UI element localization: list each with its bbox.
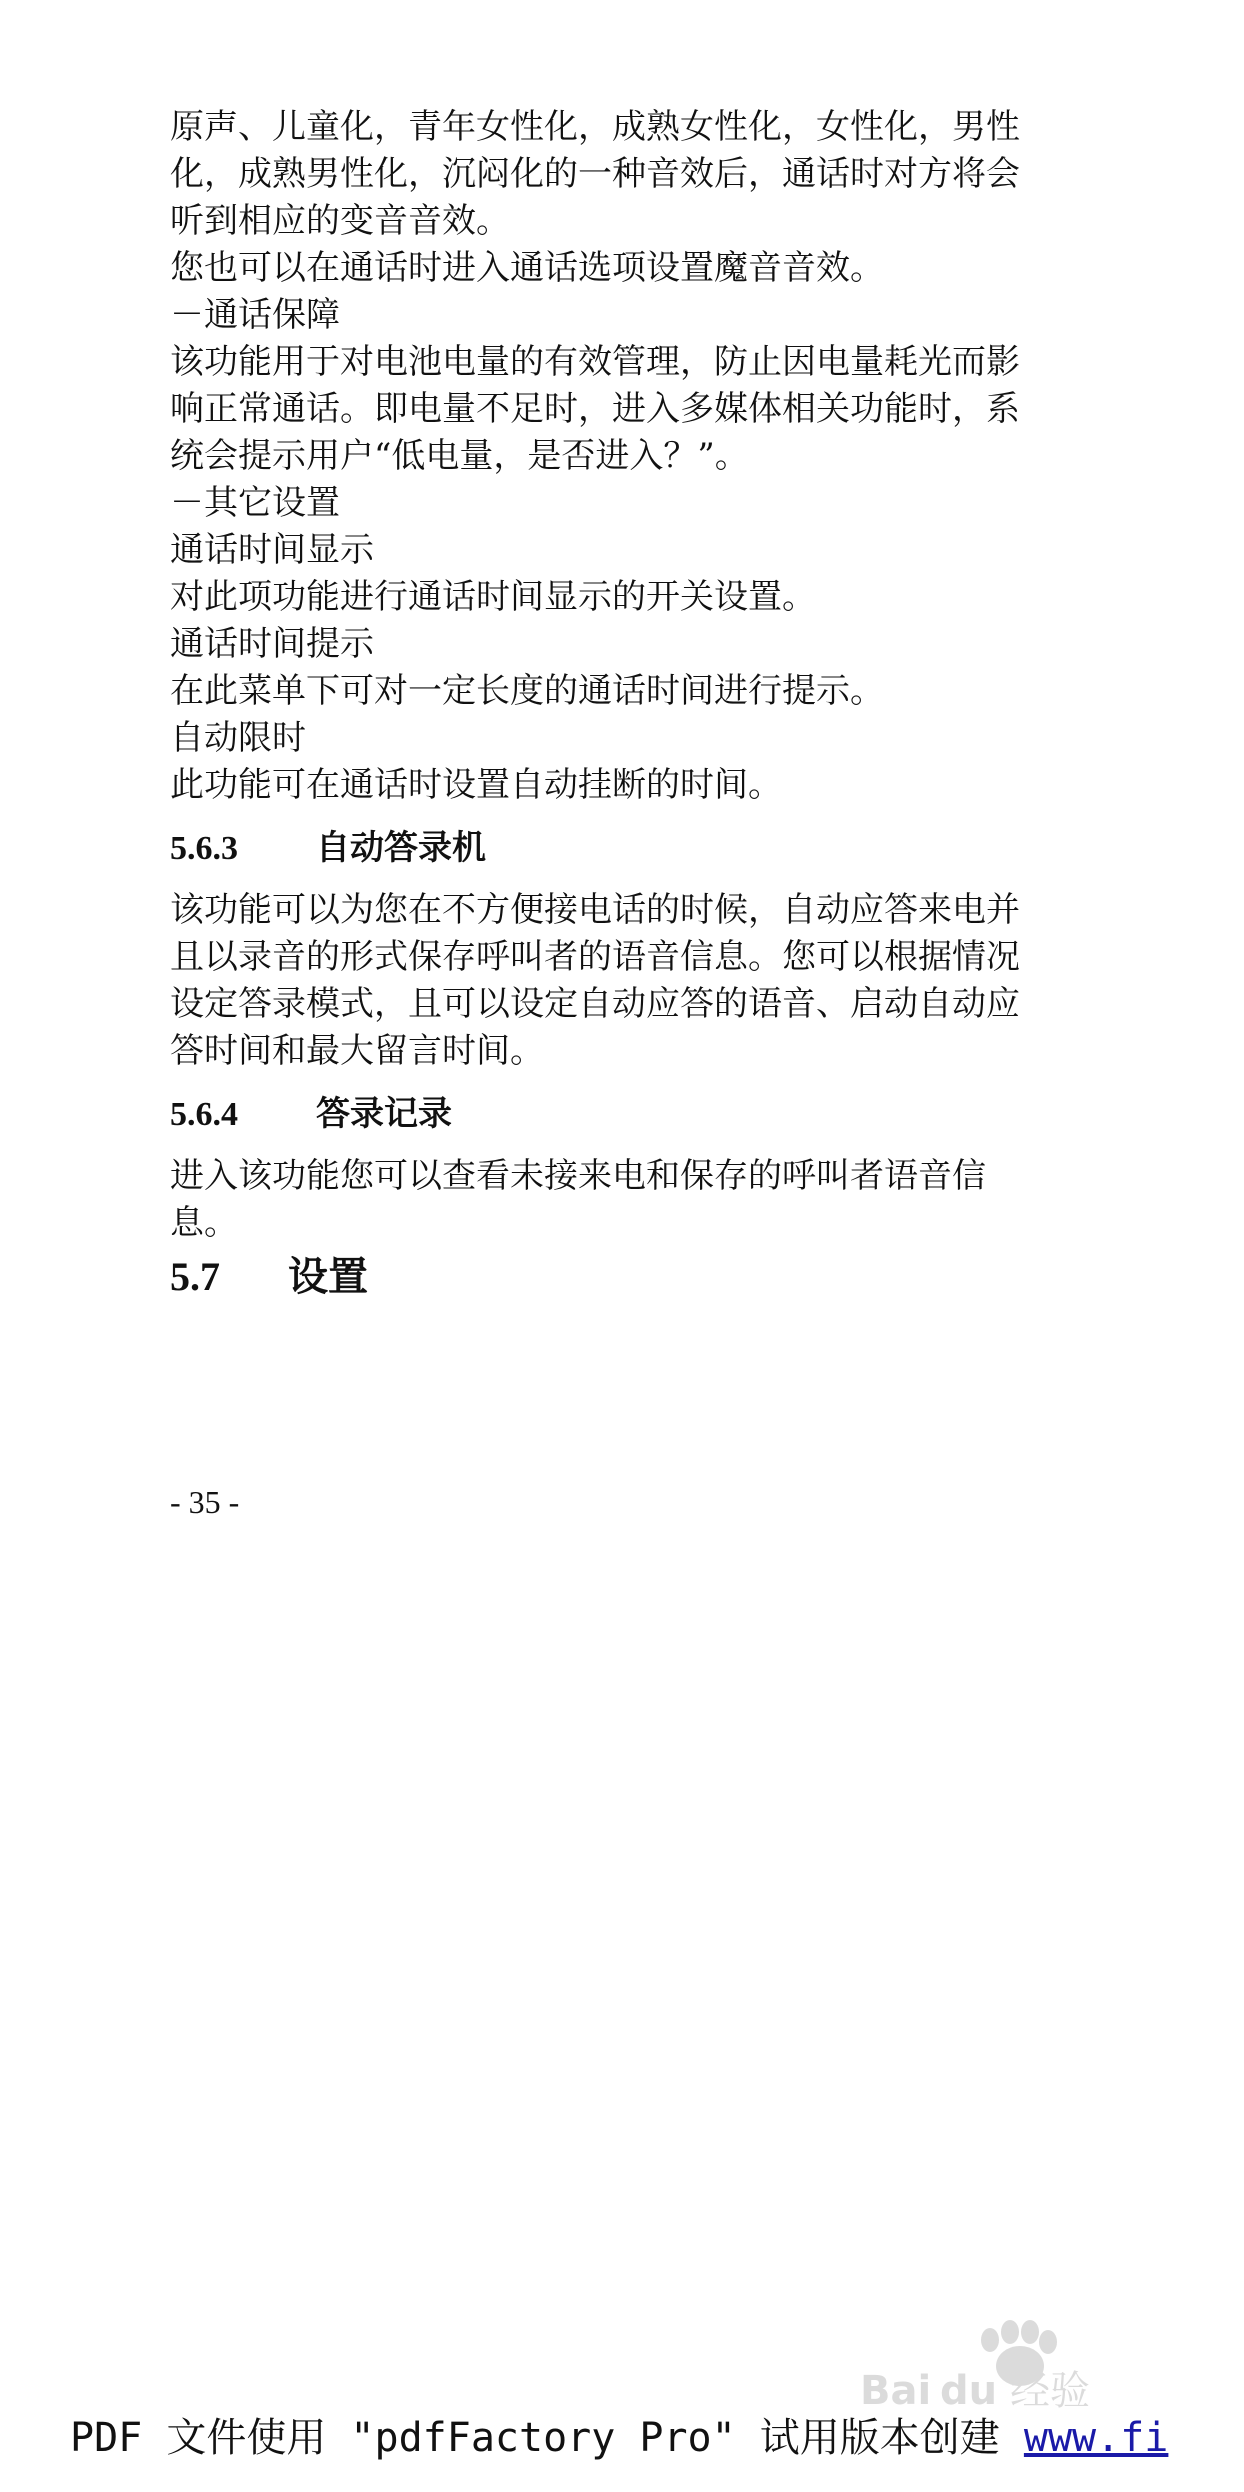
text-line: 息。 — [170, 1203, 238, 1243]
text-line: 您也可以在通话时进入通话选项设置魔音音效。 — [170, 248, 884, 288]
section-heading-5-6-3 — [170, 825, 1090, 873]
paragraph-block-b — [170, 887, 1090, 1075]
section-heading-5-7 — [170, 1253, 1090, 1301]
text-line: －通话保障 — [170, 295, 340, 335]
section-title: 答录记录 — [316, 1096, 452, 1133]
text-line: 进入该功能您可以查看未接来电和保存的呼叫者语音信 — [170, 1156, 986, 1196]
section-number: 5.6.4 — [170, 1096, 238, 1133]
text-line: 在此菜单下可对一定长度的通话时间进行提示。 — [170, 671, 884, 711]
section-number: 5.6.3 — [170, 830, 238, 867]
page-number: - 35 - — [170, 1484, 240, 1520]
text-line: 通话时间显示 — [170, 530, 374, 570]
svg-text:du: du — [940, 2368, 998, 2414]
text-line: 且以录音的形式保存呼叫者的语音信息。您可以根据情况 — [170, 937, 1020, 977]
footer-text: PDF 文件使用 "pdfFactory Pro" 试用版本创建 — [70, 2415, 1024, 2461]
footer-link[interactable]: www.fi — [1023, 2415, 1169, 2461]
paragraph-block-c — [170, 1153, 1090, 1247]
pdf-footer — [70, 2406, 1168, 2463]
paragraph-block-a — [170, 104, 1090, 809]
section-title: 设置 — [288, 1254, 368, 1299]
text-line: 该功能用于对电池电量的有效管理，防止因电量耗光而影 — [170, 342, 1020, 382]
text-line: 原声、儿童化，青年女性化，成熟女性化，女性化，男性 — [170, 107, 1020, 147]
section-title: 自动答录机 — [316, 830, 486, 867]
text-line: 响正常通话。即电量不足时，进入多媒体相关功能时，系 — [170, 389, 1020, 429]
section-number: 5.7 — [170, 1254, 220, 1299]
text-line: 听到相应的变音音效。 — [170, 201, 510, 241]
text-line: 答时间和最大留言时间。 — [170, 1031, 544, 1071]
text-line: 通话时间提示 — [170, 624, 374, 664]
text-line: 该功能可以为您在不方便接电话的时候，自动应答来电并 — [170, 890, 1020, 930]
text-line: 对此项功能进行通话时间显示的开关设置。 — [170, 577, 816, 617]
text-line: 化，成熟男性化，沉闷化的一种音效后，通话时对方将会 — [170, 154, 1020, 194]
section-heading-5-6-4 — [170, 1091, 1090, 1139]
text-line: 此功能可在通话时设置自动挂断的时间。 — [170, 765, 782, 805]
svg-text:经验: 经验 — [1010, 2368, 1090, 2414]
text-line: －其它设置 — [170, 483, 340, 523]
document-body — [170, 104, 1090, 1301]
baidu-watermark-logo — [840, 2318, 1180, 2418]
text-line: 设定答录模式，且可以设定自动应答的语音、启动自动应 — [170, 984, 1020, 1024]
svg-text:Bai: Bai — [860, 2368, 932, 2414]
text-line: 统会提示用户“低电量，是否进入？”。 — [170, 436, 749, 476]
text-line: 自动限时 — [170, 718, 306, 758]
